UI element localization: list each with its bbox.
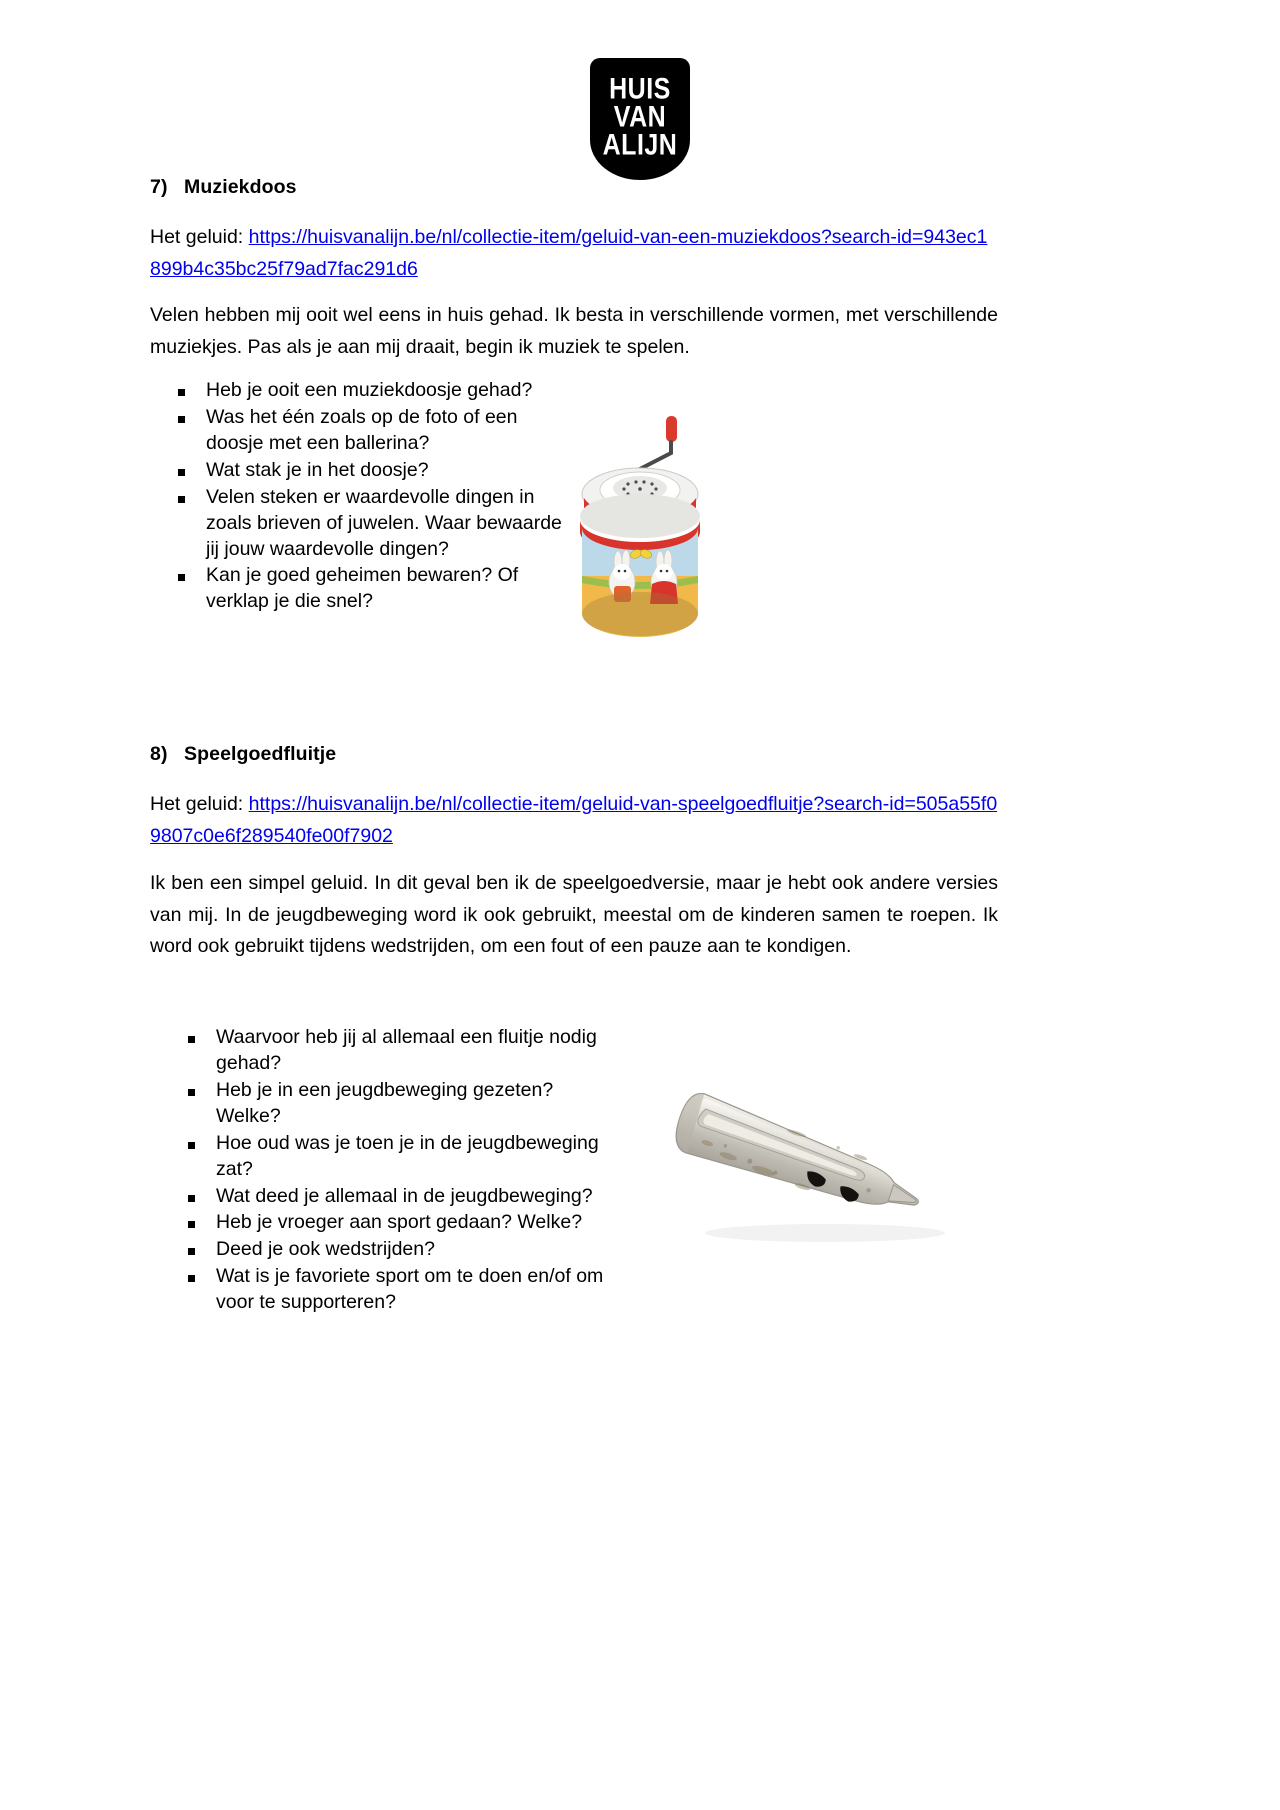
list-item (178, 1078, 608, 1130)
square-bullet-icon (178, 389, 185, 396)
square-bullet-icon (178, 469, 185, 476)
list-item (178, 1184, 608, 1210)
list-item (178, 1237, 608, 1263)
square-bullet-icon (188, 1221, 195, 1228)
section-intro-8: Ik ben een simpel geluid. In dit geval ben ik de speelgoedversie, maar je hebt ook andere versies van mij. In de jeugdbeweging word ik ook gebruikt, meestal om de kinderen samen te roepen. Ik word ook gebruikt tijdens wedstrijden, om een fout of een pauze aan te kondigen. (150, 872, 998, 958)
list-item (168, 378, 568, 404)
list-item (178, 1210, 608, 1236)
list-item (168, 405, 568, 457)
square-bullet-icon (178, 496, 185, 503)
square-bullet-icon (188, 1248, 195, 1255)
question-text: Waarvoor heb jij al allemaal een fluitje nodig gehad? (216, 1026, 597, 1074)
square-bullet-icon (178, 416, 185, 423)
question-list-8 (178, 1025, 608, 1317)
sound-link-8[interactable]: https://huisvanalijn.be/nl/collectie-item/geluid-van-speelgoedfluitje?search-id=505a55f09807c0e6f289540fe00f7902 (150, 793, 998, 847)
section-title-7: Muziekdoos (184, 176, 297, 198)
question-text: Heb je vroeger aan sport gedaan? Welke? (216, 1211, 583, 1234)
square-bullet-icon (188, 1036, 195, 1043)
question-text: Heb je in een jeugdbeweging gezeten? Welke? (216, 1078, 554, 1127)
sound-line-7 (150, 222, 998, 285)
list-item (178, 1025, 608, 1077)
question-text: Heb je ooit een muziekdoosje gehad? (206, 379, 533, 401)
sound-line-8 (150, 789, 998, 852)
logo-line-3: ALIJN (602, 128, 678, 162)
question-text: Wat deed je allemaal in de jeugdbeweging? (216, 1184, 593, 1207)
question-text: Deed je ook wedstrijden? (216, 1238, 435, 1261)
section-number-8: 8) (150, 743, 168, 765)
music-box-photo (578, 398, 773, 663)
question-text: Wat stak je in het doosje? (206, 458, 429, 481)
list-item (168, 458, 568, 484)
question-text: Hoe oud was je toen je in de jeugdbeweging zat? (216, 1131, 599, 1180)
list-item (178, 1264, 608, 1316)
section-intro-7: Velen hebben mij ooit wel eens in huis gehad. Ik besta in verschillende vormen, met verschillende muziekjes. Pas als je aan mij draait, begin ik muziek te spelen. (150, 304, 998, 358)
sound-label-7: Het geluid: (150, 226, 244, 248)
question-text: Velen steken er waardevolle dingen in zoals brieven of juwelen. Waar bewaarde jij jouw waardevolle dingen? (206, 485, 562, 560)
list-item (168, 563, 568, 615)
square-bullet-icon (188, 1275, 195, 1282)
square-bullet-icon (188, 1089, 195, 1096)
question-text: Wat is je favoriete sport om te doen en/of om voor te supporteren? (216, 1265, 604, 1314)
toy-whistle-photo (660, 1075, 980, 1255)
section-heading-7 (150, 175, 297, 199)
question-list-7 (168, 378, 568, 616)
section-heading-8 (150, 742, 336, 766)
logo-line-1: HUIS (609, 72, 671, 106)
list-item (168, 485, 568, 563)
section-number-7: 7) (150, 176, 168, 198)
square-bullet-icon (188, 1142, 195, 1149)
question-text: Kan je goed geheimen bewaren? Of verklap je die snel? (206, 564, 519, 613)
list-item (178, 1131, 608, 1183)
sound-link-7[interactable]: https://huisvanalijn.be/nl/collectie-item/geluid-van-een-muziekdoos?search-id=943ec1899b4c35bc25f79ad7fac291d6 (150, 226, 988, 280)
square-bullet-icon (188, 1195, 195, 1202)
logo-container (0, 58, 1280, 180)
section-title-8: Speelgoedfluitje (184, 743, 337, 765)
question-text: Was het één zoals op de foto of een doosje met een ballerina? (206, 405, 518, 454)
sound-label-8: Het geluid: (150, 793, 244, 815)
huis-van-alijn-logo (590, 58, 690, 180)
square-bullet-icon (178, 574, 185, 581)
logo-line-2: VAN (613, 100, 667, 134)
